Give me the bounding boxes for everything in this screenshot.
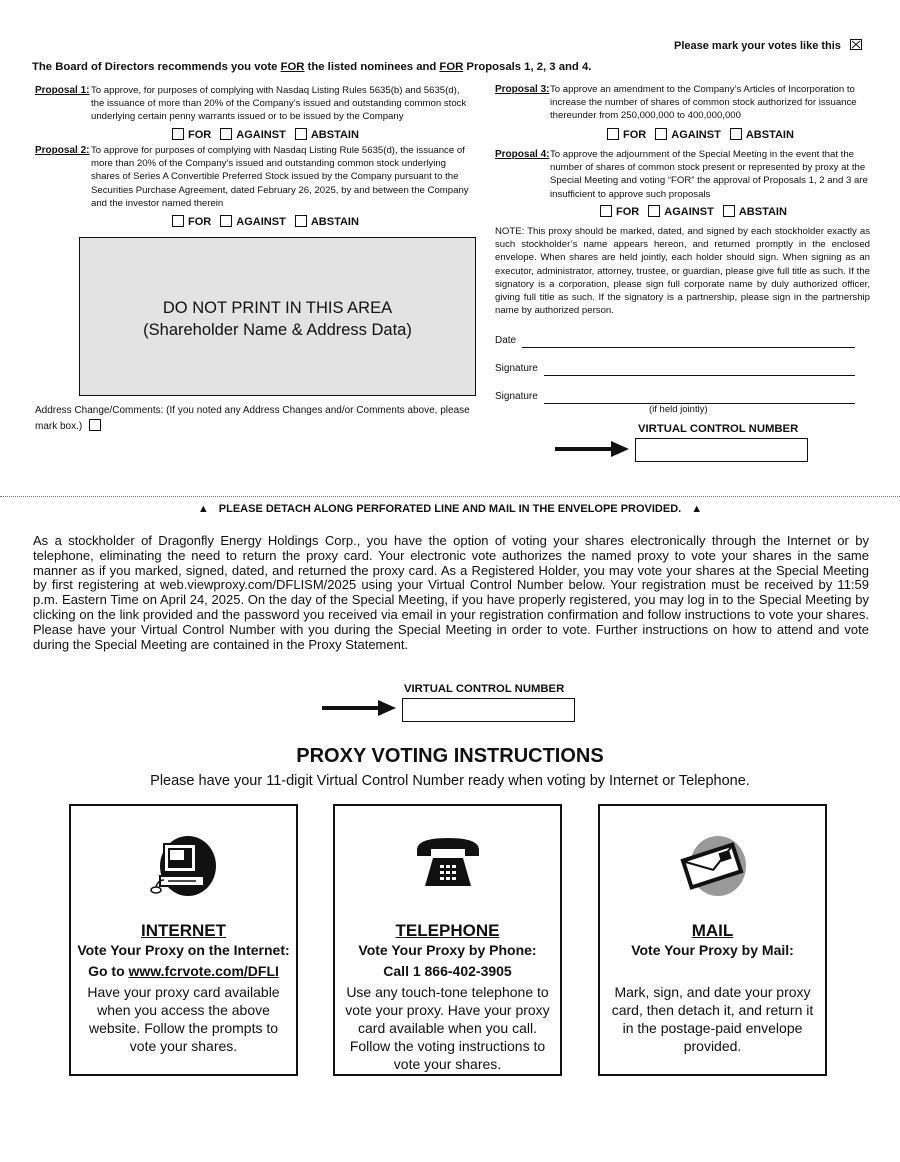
signature-line	[544, 391, 855, 404]
mark-votes-label: Please mark your votes like this	[674, 40, 841, 52]
proposal-2-text: To approve for purposes of complying with Nasdaq Listing Rule 5635(d), the issuance of more than 20% of the Company’s issued and outstanding common stock underlying shares of Series A Convertible Preferred Stock issued by the Company pursuant to the Securities Purchase Agreement, dated February 26, 2025, by and between the Company and the investor named therein	[91, 145, 469, 209]
proposal-3-label	[495, 83, 551, 96]
proposal-1-label	[35, 84, 90, 97]
telephone-call-line: Call 1 866-402-3905	[383, 963, 512, 979]
proposal-4-vote-row	[600, 205, 793, 218]
against-checkbox[interactable]	[648, 205, 660, 217]
mail-description: Mark, sign, and date your proxy card, then detach it, and return it in the postage-paid envelope provided.	[611, 984, 814, 1054]
triangle-up-icon: ▲	[691, 503, 703, 515]
arrow-right-icon	[322, 699, 396, 717]
vcn-label-top: VIRTUAL CONTROL NUMBER	[638, 423, 799, 435]
abstain-label: ABSTAIN	[738, 206, 787, 218]
telephone-subtitle: Vote Your Proxy by Phone:	[358, 942, 537, 958]
abstain-checkbox[interactable]	[723, 205, 735, 217]
for-label: FOR	[616, 206, 640, 218]
signature-joint-field[interactable]	[495, 391, 855, 404]
x-box-icon	[850, 39, 862, 50]
signature-label: Signature	[495, 391, 538, 402]
against-label: AGAINST	[671, 129, 721, 141]
proposal-3-vote-row	[607, 128, 800, 141]
signature-field[interactable]	[495, 363, 855, 376]
for-checkbox[interactable]	[172, 128, 184, 140]
proposal-2-label	[35, 144, 90, 157]
board-rec-text: the listed nominees and	[304, 61, 440, 73]
perforated-line	[0, 496, 900, 497]
proposal-3-text: To approve an amendment to the Company’s Articles of Incorporation to increase the number of shares of common stock authorized for issuance thereunder from 250,000,000 to 400,000,000	[550, 84, 857, 122]
abstain-label: ABSTAIN	[310, 129, 359, 141]
internet-description: Have your proxy card available when you access the above website. Follow the prompts to vote your shares.	[87, 984, 280, 1054]
against-label: AGAINST	[236, 216, 286, 228]
proposal-4-label	[495, 148, 551, 161]
do-not-print-line2: (Shareholder Name & Address Data)	[143, 321, 412, 339]
proposal-1-text: To approve, for purposes of complying with Nasdaq Listing Rules 5635(b) and 5635(d), the issuance of more than 20% of the Company’s issued and outstanding common stock underlying certain penny warrants issued or to be issued by the Company	[91, 85, 467, 123]
telephone-box	[333, 804, 562, 1076]
do-not-print-line1: DO NOT PRINT IN THIS AREA	[162, 299, 393, 317]
proposal-label: Proposal 4:	[495, 149, 550, 160]
board-rec-for: FOR	[439, 61, 464, 73]
mail-envelope-icon	[678, 834, 748, 896]
board-rec-text: Proposals 1, 2, 3 and 4.	[463, 61, 592, 73]
intro-paragraph: As a stockholder of Dragonfly Energy Holdings Corp., you have the option of voting your shares electronically through the Internet or by telephone, eliminating the need to return the proxy card. Your electronic vote authorizes the named proxy to vote your shares in the same manner as if you marked, signed, dated, and returned the proxy card. As a Registered Holder, you may vote your shares at the Special Meeting by first registering at web.viewproxy.com/DFLISM/2025 using your Virtual Control Number below. Your registration must be received by 11:59 p.m. Eastern Time on April 24, 2025. On the day of the Special Meeting, if you have properly registered, you may log in to the Special Meeting by clicking on the link provided and the password you received via email in your registration confirmation and follow instructions to vote your shares. Please have your Virtual Control Number with you during the Special Meeting in order to vote. Further instructions on how to attend and vote during the Special Meeting are contained in the Proxy Statement.	[33, 533, 869, 652]
proposal-label: Proposal 1:	[35, 85, 90, 96]
against-checkbox[interactable]	[220, 128, 232, 140]
held-jointly-label: (if held jointly)	[649, 404, 708, 415]
proposal-1-vote-row	[172, 128, 365, 141]
computer-icon	[150, 834, 218, 898]
address-change-text	[35, 404, 475, 434]
date-label: Date	[495, 335, 517, 346]
internet-box	[69, 804, 298, 1076]
arrow-right-icon	[555, 440, 629, 458]
for-label: FOR	[188, 129, 212, 141]
against-label: AGAINST	[664, 206, 714, 218]
telephone-icon	[413, 834, 483, 890]
board-rec-for: FOR	[280, 61, 305, 73]
for-checkbox[interactable]	[172, 215, 184, 227]
internet-subtitle: Vote Your Proxy on the Internet:	[77, 942, 290, 958]
against-checkbox[interactable]	[655, 128, 667, 140]
signature-label: Signature	[495, 363, 538, 374]
date-line	[522, 335, 855, 348]
proposal-label: Proposal 2:	[35, 145, 90, 156]
instructions-title: PROXY VOTING INSTRUCTIONS	[296, 745, 604, 767]
telephone-title: TELEPHONE	[395, 921, 500, 940]
date-field[interactable]	[495, 335, 855, 348]
internet-url-link[interactable]: www.fcrvote.com/DFLI	[128, 963, 279, 979]
proposal-4-text: To approve the adjournment of the Special Meeting in the event that the number of shares of common stock present or represented by proxy at the Special Meeting and voting “FOR” the approval of Proposals 1, 2 and 3 are insufficient to approve such proposals	[550, 149, 868, 200]
against-label: AGAINST	[236, 129, 286, 141]
abstain-label: ABSTAIN	[310, 216, 359, 228]
abstain-checkbox[interactable]	[730, 128, 742, 140]
internet-go-prefix: Go to	[88, 963, 129, 979]
mail-subtitle: Vote Your Proxy by Mail:	[631, 942, 794, 958]
address-change-label: Address Change/Comments: (If you noted any Address Changes and/or Comments above, please mark box.)	[35, 405, 470, 432]
internet-title: INTERNET	[141, 921, 226, 940]
do-not-print-area	[79, 237, 476, 396]
for-label: FOR	[188, 216, 212, 228]
vcn-box-top[interactable]	[635, 438, 808, 462]
instructions-subtitle: Please have your 11-digit Virtual Control Number ready when voting by Internet or Telephone.	[150, 773, 750, 789]
abstain-label: ABSTAIN	[745, 129, 794, 141]
proposal-label: Proposal 3:	[495, 84, 550, 95]
internet-go-line	[71, 963, 296, 979]
abstain-checkbox[interactable]	[295, 128, 307, 140]
board-rec-text: The Board of Directors recommends you vote	[32, 61, 281, 73]
signing-note: NOTE: This proxy should be marked, dated, and signed by each stockholder exactly as such stockholder’s name appears hereon, and returned promptly in the enclosed envelope. When shares are held jointly, each holder should sign. When signing as an executor, administrator, attorney, trustee, or guardian, please give full title as such. If the signatory is a corporation, please sign full corporate name by duly authorized officer, giving full title as such. If the signatory is a partnership, please sign in the partnership name by authorized person.	[495, 226, 870, 317]
for-checkbox[interactable]	[600, 205, 612, 217]
proposal-2-vote-row	[172, 215, 365, 228]
address-change-checkbox[interactable]	[89, 419, 101, 431]
mail-title: MAIL	[691, 921, 734, 940]
against-checkbox[interactable]	[220, 215, 232, 227]
mail-box	[598, 804, 827, 1076]
board-recommendation	[32, 61, 591, 73]
signature-line	[544, 363, 855, 376]
mark-votes-instruction	[674, 39, 862, 52]
vcn-label-middle: VIRTUAL CONTROL NUMBER	[404, 683, 565, 695]
detach-instruction	[0, 503, 900, 515]
triangle-up-icon: ▲	[197, 503, 209, 515]
for-label: FOR	[623, 129, 647, 141]
for-checkbox[interactable]	[607, 128, 619, 140]
detach-text: PLEASE DETACH ALONG PERFORATED LINE AND MAIL IN THE ENVELOPE PROVIDED.	[218, 503, 682, 515]
abstain-checkbox[interactable]	[295, 215, 307, 227]
telephone-description: Use any touch-tone telephone to vote your proxy. Have your proxy card available when you call. Follow the voting instructions to vote your shares.	[345, 984, 550, 1072]
vcn-box-middle[interactable]	[402, 698, 575, 722]
